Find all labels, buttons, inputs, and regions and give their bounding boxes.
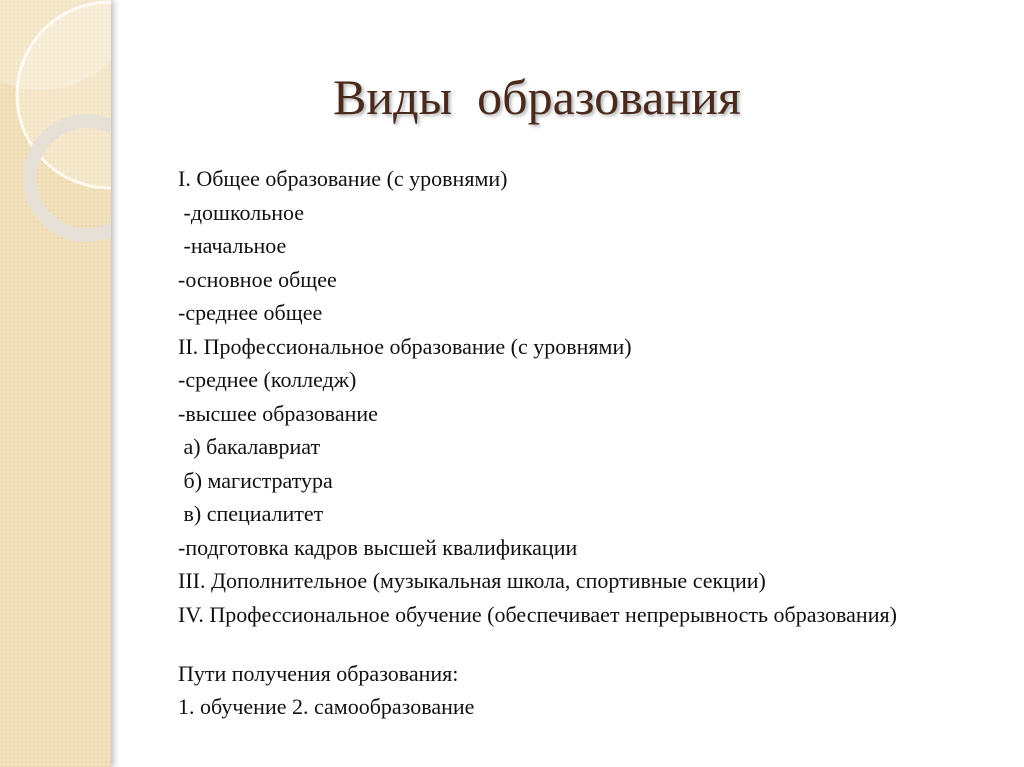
list-item: -дошкольное <box>178 199 305 225</box>
decorative-side-strip <box>0 0 111 767</box>
list-item: -подготовка кадров высшей квалификации <box>178 534 578 560</box>
list-item: IV. Профессиональное обучение (обеспечивает непрерывность образования) <box>178 601 897 627</box>
list-item: б) магистратура <box>178 467 333 493</box>
list-item: II. Профессиональное образование (с уровнями) <box>178 333 632 359</box>
paths-heading: Пути получения образования: <box>178 660 459 686</box>
list-item: I. Общее образование (с уровнями) <box>178 166 508 191</box>
paths-text: 1. обучение 2. самообразование <box>178 694 475 719</box>
list-item: -среднее общее <box>178 300 323 325</box>
list-item: -основное общее <box>178 266 337 292</box>
list-item: -среднее (колледж) <box>178 367 357 392</box>
list-item: в) специалитет <box>178 501 324 526</box>
circles-decoration-icon <box>0 0 111 767</box>
list-item: -начальное <box>178 233 287 258</box>
list-item: -высшее образование <box>178 400 378 426</box>
slide-body <box>178 162 898 724</box>
slide-title: Виды образования <box>333 69 741 125</box>
list-item: III. Дополнительное (музыкальная школа, спортивные секции) <box>178 568 766 593</box>
list-item: а) бакалавриат <box>178 434 321 459</box>
spacer <box>178 627 898 657</box>
